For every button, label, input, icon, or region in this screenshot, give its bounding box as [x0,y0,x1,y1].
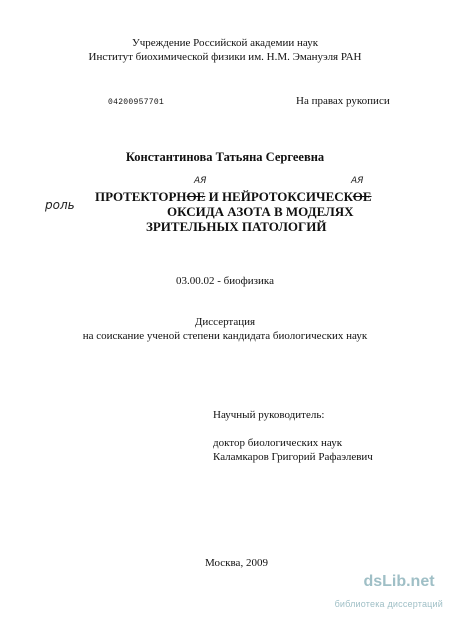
degree-type: Диссертация [194,316,256,328]
title-line1-strike-1: ОЕ [186,189,206,204]
degree-purpose: на соискание ученой степени кандидата биологических наук [82,330,368,342]
title-line1-part-a: ПРОТЕКТОРН [95,189,187,204]
handwritten-correction-2: АЯ [351,176,364,186]
watermark [355,573,443,591]
title-line1-strike-2: ОЕ [352,189,372,204]
handwritten-correction-1: АЯ [194,176,207,186]
supervisor-title: доктор биологических наук [213,437,343,449]
watermark-subtitle: библиотека диссертаций [334,599,443,609]
specialty-code: 03.00.02 - биофизика [176,275,274,287]
institution-line-1: Учреждение Российской академии наук [131,37,319,49]
institution-line-2: Институт биохимической физики им. Н.М. Эмануэля РАН [88,51,362,63]
watermark-logo: dsLib.net [363,573,435,590]
dissertation-title-line-1 [95,189,372,204]
title-line1-part-b: И НЕЙРОТОКСИЧЕСК [205,189,353,204]
supervisor-name: Каламкаров Григорий Рафаэлевич [213,451,373,463]
supervisor-label: Научный руководитель: [213,409,325,421]
dissertation-title-line-3: ЗРИТЕЛЬНЫХ ПАТОЛОГИЙ [146,219,327,234]
watermark-subtitle-wrap [303,594,443,612]
author-name: Константинова Татьяна Сергеевна [125,150,325,164]
handwritten-margin-note: роль [45,198,75,212]
place-year: Москва, 2009 [205,557,268,569]
catalog-number: 04200957701 [108,98,165,107]
rights-note: На правах рукописи [296,95,390,107]
dissertation-title-line-2: ОКСИДА АЗОТА В МОДЕЛЯХ [167,204,354,219]
